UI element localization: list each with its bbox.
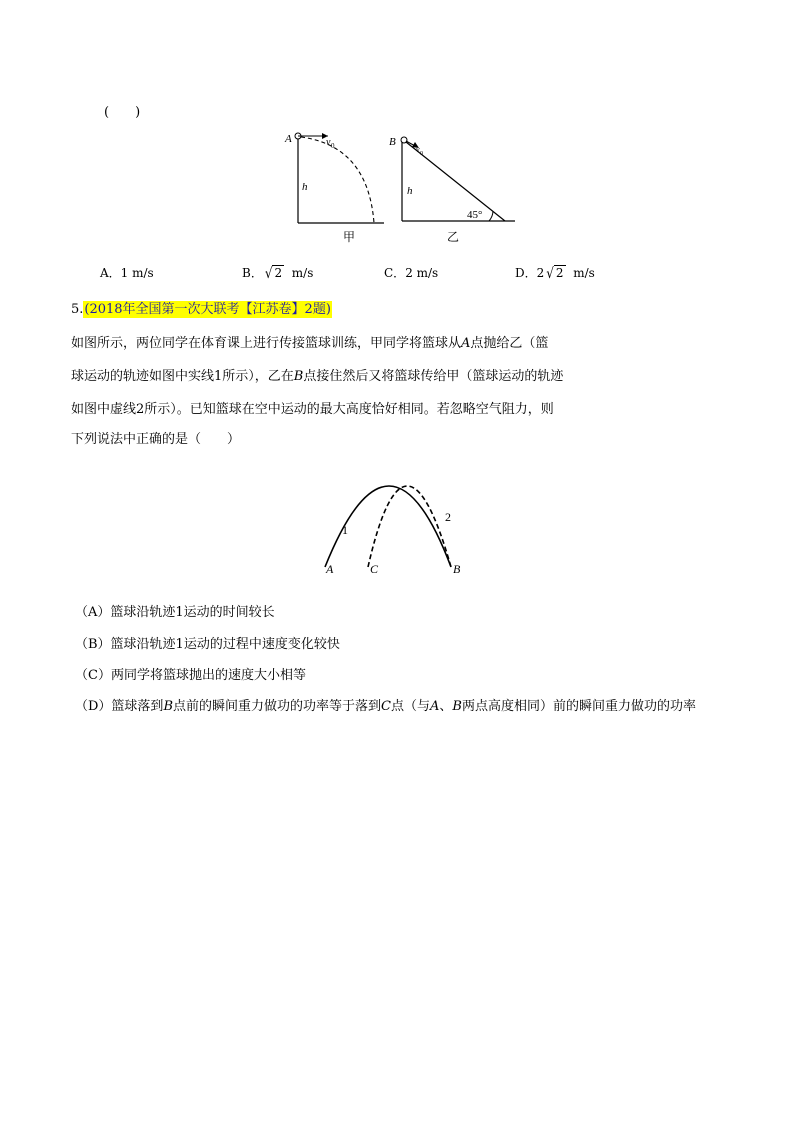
label-1: 1 — [342, 523, 348, 537]
option-b-radicand: 2 — [274, 266, 283, 280]
sqrt-icon: √ 2 — [546, 264, 564, 282]
figure-jia — [280, 128, 390, 248]
stem-text: 点接住然后又将篮球传给甲（篮球运动的轨迹 — [303, 369, 564, 384]
stem-line-1 — [71, 332, 548, 351]
figure-yi — [385, 128, 525, 248]
label-v0: v — [416, 145, 420, 154]
stem-line-2 — [71, 365, 563, 384]
option-b-unit: m/s — [291, 266, 314, 280]
option-c — [384, 264, 438, 281]
label-2: 2 — [445, 510, 451, 524]
stem-text: 球运动的轨迹如图中实线1所示），乙在 — [71, 369, 294, 384]
choice-a: （A）篮球沿轨迹1运动的时间较长 — [75, 605, 275, 620]
stem-line-3 — [71, 398, 554, 417]
dashed-trajectory — [301, 137, 374, 223]
caption-jia: 甲 — [343, 230, 356, 244]
option-d-unit: m/s — [573, 266, 595, 280]
angle-label: 45° — [467, 209, 483, 221]
choice-text: 两点高度相同）前的瞬间重力做功的功率 — [461, 699, 696, 714]
point-label: C — [381, 699, 391, 714]
point-label: B — [293, 369, 304, 384]
point-label: B — [452, 699, 462, 714]
option-d-coef: 2 — [536, 266, 545, 280]
option-c-value: 2 m/s — [405, 266, 439, 280]
option-a — [100, 264, 154, 281]
label-v0-sub: 0 — [420, 151, 423, 157]
option-d-radicand: 2 — [555, 266, 564, 280]
point-label: B — [163, 699, 173, 714]
question-5-header — [71, 298, 332, 317]
dashed-trajectory-2 — [368, 486, 451, 567]
option-b-letter: B． — [242, 266, 263, 280]
option-d — [515, 264, 595, 281]
label-v0: v — [326, 137, 331, 148]
option-d-letter: D． — [515, 266, 537, 280]
label-B: B — [389, 136, 396, 148]
answer-paren: ( ) — [104, 105, 141, 120]
label-C: C — [370, 562, 379, 576]
option-b — [242, 264, 313, 281]
choice-text: 、 — [439, 699, 453, 714]
point-label: A — [429, 699, 440, 714]
angle-arc — [489, 211, 493, 221]
stem-text: 下列说法中正确的是（ ） — [71, 432, 241, 447]
option-a-letter: A． — [100, 266, 121, 280]
label-A: A — [326, 562, 334, 576]
label-B: B — [453, 562, 461, 576]
stem-text: 如图中虚线2所示）。已知篮球在空中运动的最大高度恰好相同。若忽略空气阻力，则 — [71, 402, 554, 417]
label-h: h — [302, 181, 308, 193]
choice-text: （D）篮球落到 — [75, 699, 164, 714]
stem-line-4 — [71, 428, 240, 447]
choice-text: 点（与 — [390, 699, 430, 714]
label-h: h — [407, 185, 413, 197]
label-v0-sub: 0 — [331, 142, 335, 150]
option-a-value: 1 m/s — [120, 266, 154, 280]
option-c-letter: C． — [384, 266, 406, 280]
choice-d — [75, 695, 696, 714]
sqrt-icon: √ 2 — [264, 264, 283, 282]
label-A: A — [285, 133, 292, 145]
trajectory-figure — [315, 455, 475, 580]
source-tag: (2018年全国第一次大联考【江苏卷】2题) — [84, 302, 331, 317]
stem-text: 点抛给乙（篮 — [470, 336, 549, 351]
choice-b: （B）篮球沿轨迹1运动的过程中速度变化较快 — [75, 637, 340, 652]
point-label: A — [461, 336, 471, 351]
caption-yi: 乙 — [447, 230, 460, 244]
choice-text: 点前的瞬间重力做功的功率等于落到 — [173, 699, 382, 714]
choice-c: （C）两同学将篮球抛出的速度大小相等 — [75, 668, 306, 683]
question-number: 5. — [71, 302, 84, 317]
stem-text: 如图所示，两位同学在体育课上进行传接篮球训练，甲同学将篮球从 — [71, 336, 462, 351]
